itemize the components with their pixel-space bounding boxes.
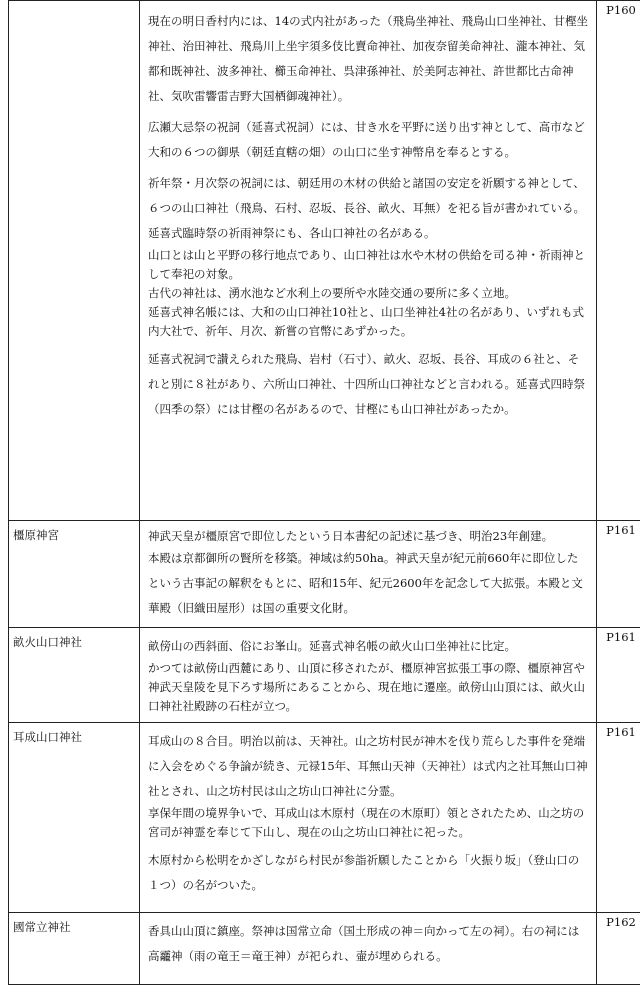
description-cell — [140, 628, 597, 723]
paragraph: 畝傍山の西斜面、俗にお峯山。延喜式神名帳の畝火山口坐神社に比定。 — [148, 634, 588, 659]
table-row — [9, 521, 640, 628]
paragraph: 享保年間の境界争いで、耳成山は木原村（現在の木原町）領とされたため、山之坊の宮司が神霊を奉じて下山し、現在の山之坊山口神社に祀った。 — [148, 804, 588, 842]
paragraph: 現在の明日香村内には、14の式内社があった（飛鳥坐神社、飛鳥山口坐神社、甘樫坐神社、治田神社、飛鳥川上坐宇須多伎比賣命神社、加夜奈留美命神社、瀧本神社、気都和既神社、波多神社、櫛玉命神社、呉津孫神社、於美阿志神社、許世都比古命神社、気吹雷響雷吉野大国栖御魂神社）。 — [148, 9, 588, 109]
description-cell — [140, 1, 597, 521]
description-cell — [140, 913, 597, 985]
paragraph: 祈年祭・月次祭の祝詞には、朝廷用の木材の供給と諸国の安定を祈願する神として、６つの山口神社（飛鳥、石村、忍坂、長谷、畝火、耳無）を祀る旨が書かれている。延喜式臨時祭の祈雨神祭にも、各山口神社の名がある。 — [148, 171, 588, 246]
description-cell — [140, 723, 597, 913]
paragraph: 延喜式神名帳には、大和の山口神社10社と、山口坐神社4社の名があり、いずれも式内大社で、祈年、月次、新嘗の官幣にあずかった。 — [148, 303, 588, 341]
paragraph: 神武天皇が橿原宮で即位したという日本書紀の記述に基づき、明治23年創建。 — [148, 527, 588, 546]
table-row — [9, 628, 640, 723]
page-ref: P161 — [597, 723, 640, 913]
page-ref: P160 — [597, 1, 640, 521]
description-cell — [140, 521, 597, 628]
page-ref: P161 — [597, 628, 640, 723]
place-name-cell: 橿原神宮 — [9, 521, 140, 628]
paragraph: 延喜式祝詞で讃えられた飛鳥、岩村（石寸）、畝火、忍坂、長谷、耳成の６社と、それと別に８社があり、六所山口神社、十四所山口神社などと言われる。延喜式四時祭（四季の祭）には甘樫の名があるので、甘樫にも山口神社があったか。 — [148, 347, 588, 422]
place-name-cell — [9, 1, 140, 521]
place-name-cell: 耳成山口神社 — [9, 723, 140, 913]
table-row — [9, 723, 640, 913]
table-row — [9, 1, 640, 521]
page-ref: P162 — [597, 913, 640, 985]
table-row — [9, 913, 640, 985]
place-name-cell: 國常立神社 — [9, 913, 140, 985]
paragraph: 山口とは山と平野の移行地点であり、山口神社は水や木材の供給を司る神・祈雨神として奉祀の対象。 — [148, 246, 588, 284]
paragraph: かつては畝傍山西麓にあり、山頂に移されたが、橿原神宮拡張工事の際、橿原神宮や神武天皇陵を見下ろす場所にあることから、現在地に遷座。畝傍山山頂には、畝火山口神社社殿跡の石柱が立つ。 — [148, 659, 588, 716]
paragraph: 耳成山の８合目。明治以前は、天神社。山之坊村民が神木を伐り荒らした事件を発端に入会をめぐる争論が続き、元禄15年、耳無山天神（天神社）は式内之社耳無山口神社とされ、山之坊村民は山之坊山口神社に分霊。 — [148, 729, 588, 804]
paragraph: 香具山山頂に鎮座。祭神は国常立命（国土形成の神＝向かって左の祠）。右の祠には高龗神（雨の竜王＝竜王神）が祀られ、壷が埋められる。 — [148, 919, 588, 969]
place-name-cell: 畝火山口神社 — [9, 628, 140, 723]
paragraph: 広瀬大忌祭の祝詞（延喜式祝詞）には、甘き水を平野に送り出す神として、高市など大和の６つの御県（朝廷直轄の畑）の山口に坐す神幣帛を奉るとする。 — [148, 115, 588, 165]
paragraph: 木原村から松明をかざしながら村民が参詣祈願したことから「火振り坂」（登山口の１つ）の名がついた。 — [148, 848, 588, 898]
paragraph: 古代の神社は、湧水池など水利上の要所や水陸交通の要所に多く立地。 — [148, 284, 588, 303]
paragraph: 本殿は京都御所の賢所を移築。神域は約50ha。神武天皇が紀元前660年に即位したという古事記の解釈をもとに、昭和15年、紀元2600年を記念して大拡張。本殿と文華殿（旧織田屋形）は国の重要文化財。 — [148, 546, 588, 621]
notes-table — [8, 0, 640, 985]
page-ref: P161 — [597, 521, 640, 628]
